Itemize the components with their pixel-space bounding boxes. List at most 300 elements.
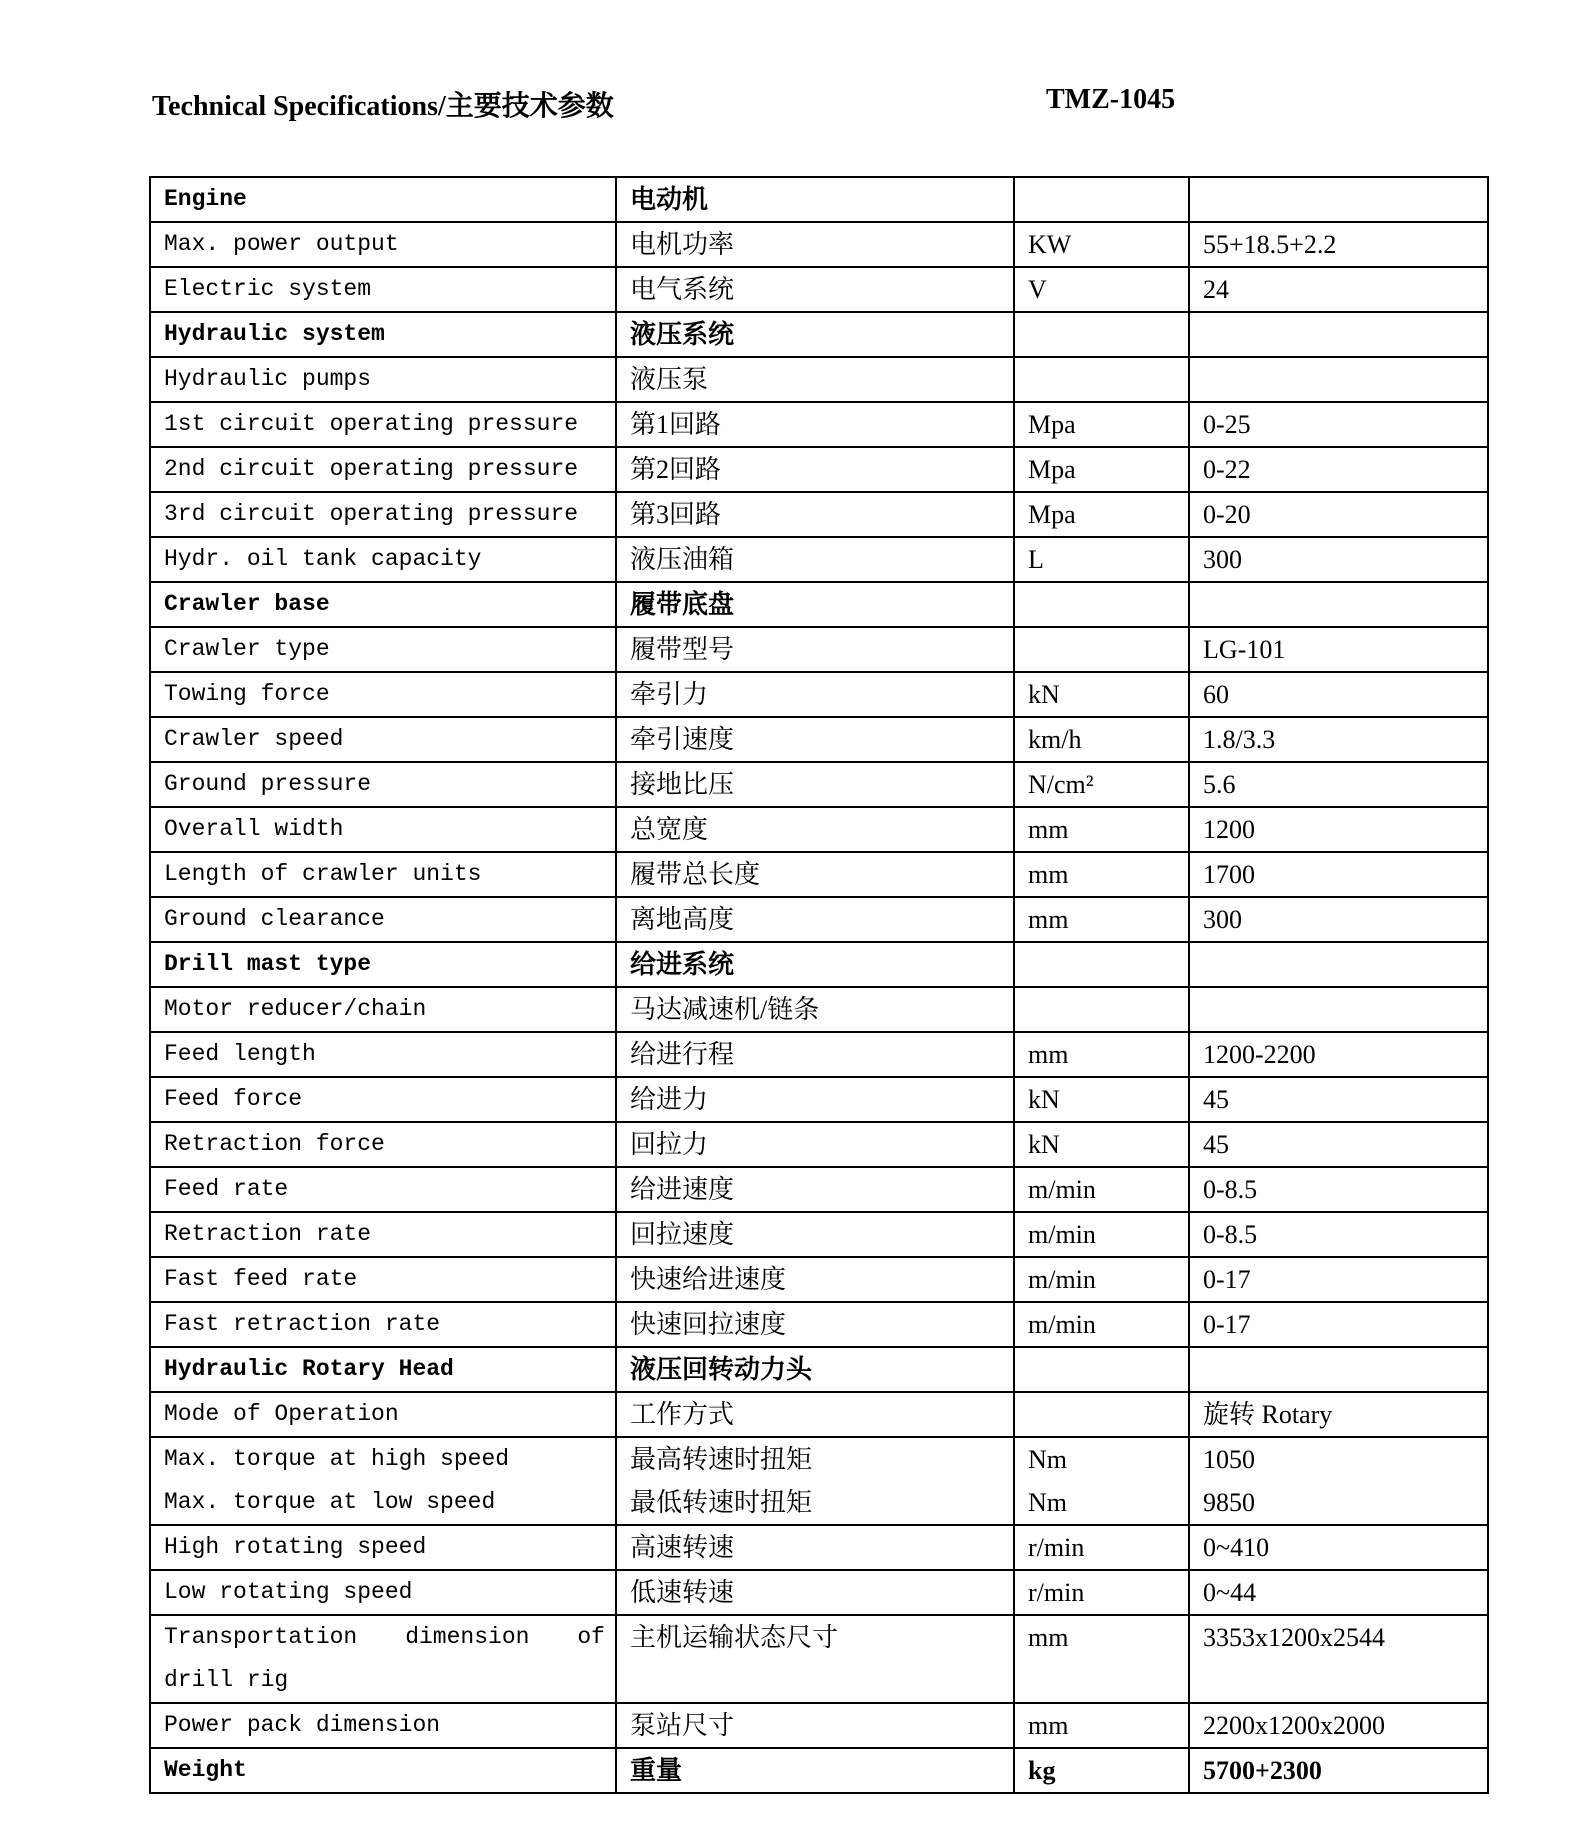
spec-cell-unit — [1014, 1257, 1189, 1302]
cell-text: 液压回转动力头 — [630, 1355, 813, 1384]
cell-text: r/min — [1028, 1578, 1085, 1607]
spec-cell-unit — [1014, 1525, 1189, 1570]
cell-text: 给进系统 — [630, 950, 735, 979]
spec-cell-en — [150, 1570, 616, 1615]
cell-text: mm — [1028, 1623, 1069, 1652]
cell-text: r/min — [1028, 1533, 1085, 1562]
spec-cell-en — [150, 1077, 616, 1122]
spec-cell-zh — [616, 1570, 1014, 1615]
cell-text: Feed rate — [164, 1176, 289, 1202]
table-row — [150, 222, 1488, 267]
cell-text: Hydr. oil tank capacity — [164, 546, 482, 572]
cell-text: 电机功率 — [630, 230, 735, 259]
cell-text: 0-17 — [1203, 1265, 1251, 1294]
cell-text: drill rig — [164, 1667, 289, 1693]
spec-cell-zh — [616, 492, 1014, 537]
cell-text: 0-22 — [1203, 455, 1251, 484]
table-row — [150, 1032, 1488, 1077]
table-row — [150, 1122, 1488, 1167]
cell-text: 液压系统 — [630, 320, 735, 349]
spec-cell-unit — [1014, 1077, 1189, 1122]
spec-cell-unit — [1014, 447, 1189, 492]
spec-cell-value — [1189, 357, 1488, 402]
cell-text: km/h — [1028, 725, 1082, 754]
spec-cell-value — [1189, 1570, 1488, 1615]
spec-table — [149, 176, 1489, 1794]
cell-text: Transportation dimension of — [164, 1624, 605, 1650]
cell-text: 45 — [1203, 1085, 1229, 1114]
spec-cell-en — [150, 807, 616, 852]
spec-cell-value — [1189, 492, 1488, 537]
spec-cell-en — [150, 402, 616, 447]
spec-cell-en — [150, 1212, 616, 1257]
spec-cell-value — [1189, 1347, 1488, 1392]
spec-cell-value — [1189, 1703, 1488, 1748]
cell-text: 最低转速时扭矩 — [630, 1488, 813, 1517]
spec-cell-en — [150, 672, 616, 717]
cell-text: Crawler base — [164, 591, 330, 617]
cell-text: 牵引力 — [630, 680, 709, 709]
cell-text: 液压泵 — [630, 365, 709, 394]
cell-text: 0~44 — [1203, 1578, 1257, 1607]
spec-cell-value — [1189, 312, 1488, 357]
spec-cell-en — [150, 852, 616, 897]
cell-text: 300 — [1203, 545, 1242, 574]
spec-cell-value — [1189, 267, 1488, 312]
spec-cell-en — [150, 267, 616, 312]
cell-text: 高速转速 — [630, 1533, 735, 1562]
spec-cell-unit — [1014, 537, 1189, 582]
spec-cell-en — [150, 897, 616, 942]
spec-cell-zh — [616, 1167, 1014, 1212]
spec-cell-zh — [616, 987, 1014, 1032]
cell-text: 0-8.5 — [1203, 1220, 1258, 1249]
spec-table-body — [150, 177, 1488, 1793]
cell-text: Max. power output — [164, 231, 399, 257]
cell-text: 离地高度 — [630, 905, 735, 934]
table-row — [150, 1525, 1488, 1570]
spec-cell-zh — [616, 897, 1014, 942]
spec-cell-zh — [616, 1077, 1014, 1122]
spec-cell-unit — [1014, 1437, 1189, 1525]
cell-text: kN — [1028, 680, 1060, 709]
cell-text: kg — [1028, 1756, 1056, 1785]
spec-cell-value — [1189, 537, 1488, 582]
cell-text: 给进力 — [630, 1085, 709, 1114]
cell-text: Fast feed rate — [164, 1266, 358, 1292]
spec-cell-unit — [1014, 1615, 1189, 1703]
spec-cell-value — [1189, 672, 1488, 717]
cell-text: Mpa — [1028, 500, 1076, 529]
cell-text: Engine — [164, 186, 247, 212]
spec-cell-zh — [616, 1257, 1014, 1302]
spec-cell-unit — [1014, 942, 1189, 987]
cell-text: Low rotating speed — [164, 1579, 413, 1605]
spec-cell-value — [1189, 762, 1488, 807]
spec-cell-unit — [1014, 492, 1189, 537]
table-row — [150, 582, 1488, 627]
spec-cell-value — [1189, 897, 1488, 942]
cell-text: 电气系统 — [630, 275, 735, 304]
spec-cell-value — [1189, 1748, 1488, 1793]
cell-text: Weight — [164, 1757, 247, 1783]
spec-cell-zh — [616, 1302, 1014, 1347]
cell-text: 马达减速机/链条 — [630, 995, 820, 1024]
spec-cell-en — [150, 1032, 616, 1077]
cell-text: Feed force — [164, 1086, 303, 1112]
cell-text: Max. torque at low speed — [164, 1489, 496, 1515]
spec-cell-en — [150, 222, 616, 267]
table-row — [150, 942, 1488, 987]
spec-cell-value — [1189, 402, 1488, 447]
spec-cell-unit — [1014, 1302, 1189, 1347]
cell-text: High rotating speed — [164, 1534, 427, 1560]
cell-text: 1200-2200 — [1203, 1040, 1316, 1069]
cell-text: 5.6 — [1203, 770, 1236, 799]
spec-cell-zh — [616, 1122, 1014, 1167]
table-row — [150, 177, 1488, 222]
spec-cell-en — [150, 717, 616, 762]
spec-cell-unit — [1014, 807, 1189, 852]
cell-text: 回拉力 — [630, 1130, 709, 1159]
spec-cell-en — [150, 1703, 616, 1748]
cell-text: 泵站尺寸 — [630, 1711, 735, 1740]
cell-text: 55+18.5+2.2 — [1203, 230, 1337, 259]
spec-cell-value — [1189, 177, 1488, 222]
cell-text: 重量 — [630, 1756, 683, 1785]
cell-text: V — [1028, 275, 1047, 304]
spec-cell-zh — [616, 1392, 1014, 1437]
cell-text: 5700+2300 — [1203, 1756, 1322, 1785]
spec-cell-value — [1189, 1167, 1488, 1212]
spec-cell-unit — [1014, 357, 1189, 402]
spec-cell-en — [150, 1122, 616, 1167]
cell-text: 给进速度 — [630, 1175, 735, 1204]
spec-cell-unit — [1014, 672, 1189, 717]
cell-text: Overall width — [164, 816, 344, 842]
spec-cell-zh — [616, 537, 1014, 582]
spec-cell-unit — [1014, 177, 1189, 222]
cell-text: Mpa — [1028, 410, 1076, 439]
spec-cell-zh — [616, 1615, 1014, 1703]
table-row — [150, 672, 1488, 717]
table-row — [150, 1212, 1488, 1257]
spec-cell-value — [1189, 1032, 1488, 1077]
table-row — [150, 807, 1488, 852]
spec-cell-zh — [616, 177, 1014, 222]
spec-cell-zh — [616, 447, 1014, 492]
cell-text: mm — [1028, 815, 1069, 844]
cell-text: Hydraulic Rotary Head — [164, 1356, 454, 1382]
spec-cell-en — [150, 312, 616, 357]
page-title: Technical Specifications/主要技术参数 — [152, 91, 614, 122]
spec-cell-zh — [616, 852, 1014, 897]
cell-text: 第1回路 — [630, 410, 722, 439]
cell-text: Fast retraction rate — [164, 1311, 441, 1337]
cell-text: 旋转 Rotary — [1203, 1400, 1333, 1429]
cell-text: 牵引速度 — [630, 725, 735, 754]
spec-cell-unit — [1014, 222, 1189, 267]
cell-text: m/min — [1028, 1310, 1096, 1339]
cell-text: Towing force — [164, 681, 330, 707]
cell-text: 300 — [1203, 905, 1242, 934]
model-number: TMZ-1045 — [1046, 84, 1176, 115]
spec-cell-en — [150, 357, 616, 402]
spec-cell-en — [150, 762, 616, 807]
table-row — [150, 1437, 1488, 1525]
cell-text: m/min — [1028, 1175, 1096, 1204]
cell-text: 0-20 — [1203, 500, 1251, 529]
spec-cell-unit — [1014, 312, 1189, 357]
cell-text: 1.8/3.3 — [1203, 725, 1276, 754]
table-row — [150, 852, 1488, 897]
cell-text: Hydraulic system — [164, 321, 385, 347]
cell-text: 电动机 — [630, 185, 709, 214]
cell-text: mm — [1028, 1040, 1069, 1069]
spec-cell-zh — [616, 1437, 1014, 1525]
spec-cell-value — [1189, 1392, 1488, 1437]
spec-cell-value — [1189, 1212, 1488, 1257]
spec-cell-value — [1189, 807, 1488, 852]
table-row — [150, 537, 1488, 582]
cell-text: 1700 — [1203, 860, 1255, 889]
table-row — [150, 1077, 1488, 1122]
spec-cell-zh — [616, 672, 1014, 717]
cell-text: Electric system — [164, 276, 372, 302]
cell-text: 0-8.5 — [1203, 1175, 1258, 1204]
spec-cell-unit — [1014, 582, 1189, 627]
table-row — [150, 1570, 1488, 1615]
spec-cell-zh — [616, 402, 1014, 447]
cell-text: 24 — [1203, 275, 1229, 304]
cell-text: KW — [1028, 230, 1072, 259]
cell-text: 1050 — [1203, 1445, 1255, 1474]
spec-cell-value — [1189, 1615, 1488, 1703]
spec-cell-value — [1189, 627, 1488, 672]
cell-text: 60 — [1203, 680, 1229, 709]
cell-text: 2nd circuit operating pressure — [164, 456, 579, 482]
cell-text: N/cm² — [1028, 770, 1094, 799]
spec-cell-zh — [616, 762, 1014, 807]
cell-text: Retraction rate — [164, 1221, 372, 1247]
spec-cell-unit — [1014, 1167, 1189, 1212]
spec-cell-unit — [1014, 402, 1189, 447]
spec-cell-en — [150, 1257, 616, 1302]
cell-text: Ground pressure — [164, 771, 372, 797]
spec-cell-unit — [1014, 627, 1189, 672]
table-row — [150, 1703, 1488, 1748]
cell-text: L — [1028, 545, 1044, 574]
cell-text: 1200 — [1203, 815, 1255, 844]
spec-cell-en — [150, 1615, 616, 1703]
spec-cell-value — [1189, 1302, 1488, 1347]
table-row — [150, 402, 1488, 447]
cell-text: 0~410 — [1203, 1533, 1270, 1562]
spec-cell-unit — [1014, 762, 1189, 807]
spec-cell-zh — [616, 627, 1014, 672]
spec-cell-zh — [616, 1525, 1014, 1570]
cell-text: mm — [1028, 905, 1069, 934]
table-row — [150, 627, 1488, 672]
cell-text: 第3回路 — [630, 500, 722, 529]
cell-text: 主机运输状态尺寸 — [630, 1623, 839, 1652]
spec-cell-zh — [616, 1032, 1014, 1077]
cell-text: m/min — [1028, 1220, 1096, 1249]
spec-cell-value — [1189, 1257, 1488, 1302]
table-row — [150, 1748, 1488, 1793]
cell-text: 快速给进速度 — [630, 1265, 787, 1294]
spec-cell-value — [1189, 582, 1488, 627]
spec-cell-zh — [616, 1347, 1014, 1392]
spec-cell-en — [150, 1347, 616, 1392]
cell-text: 0-25 — [1203, 410, 1251, 439]
spec-cell-en — [150, 1525, 616, 1570]
spec-cell-en — [150, 177, 616, 222]
cell-text: Power pack dimension — [164, 1712, 441, 1738]
spec-cell-zh — [616, 312, 1014, 357]
spec-cell-value — [1189, 1122, 1488, 1167]
cell-text: Drill mast type — [164, 951, 372, 977]
cell-text: Max. torque at high speed — [164, 1446, 510, 1472]
cell-text: 9850 — [1203, 1488, 1255, 1517]
cell-text: 第2回路 — [630, 455, 722, 484]
spec-cell-zh — [616, 942, 1014, 987]
spec-cell-unit — [1014, 1703, 1189, 1748]
spec-cell-en — [150, 582, 616, 627]
spec-cell-unit — [1014, 1212, 1189, 1257]
spec-cell-unit — [1014, 1122, 1189, 1167]
table-row — [150, 312, 1488, 357]
spec-cell-en — [150, 492, 616, 537]
spec-cell-en — [150, 1437, 616, 1525]
spec-cell-value — [1189, 852, 1488, 897]
cell-text: 工作方式 — [630, 1400, 735, 1429]
table-row — [150, 1302, 1488, 1347]
cell-text: Hydraulic pumps — [164, 366, 372, 392]
cell-text: 低速转速 — [630, 1578, 735, 1607]
spec-cell-unit — [1014, 717, 1189, 762]
table-row — [150, 762, 1488, 807]
spec-cell-zh — [616, 717, 1014, 762]
spec-cell-unit — [1014, 1392, 1189, 1437]
spec-cell-unit — [1014, 897, 1189, 942]
cell-text: mm — [1028, 1711, 1069, 1740]
spec-cell-zh — [616, 807, 1014, 852]
spec-cell-unit — [1014, 1032, 1189, 1077]
cell-text: mm — [1028, 860, 1069, 889]
spec-cell-en — [150, 1392, 616, 1437]
cell-text: Retraction force — [164, 1131, 385, 1157]
spec-cell-unit — [1014, 267, 1189, 312]
table-row — [150, 1615, 1488, 1703]
spec-cell-en — [150, 447, 616, 492]
spec-cell-value — [1189, 1437, 1488, 1525]
spec-cell-unit — [1014, 1570, 1189, 1615]
cell-text: Length of crawler units — [164, 861, 482, 887]
spec-cell-en — [150, 942, 616, 987]
spec-cell-value — [1189, 717, 1488, 762]
spec-cell-value — [1189, 447, 1488, 492]
spec-cell-unit — [1014, 1748, 1189, 1793]
spec-cell-zh — [616, 267, 1014, 312]
table-row — [150, 897, 1488, 942]
table-row — [150, 1347, 1488, 1392]
spec-cell-zh — [616, 1212, 1014, 1257]
spec-cell-value — [1189, 1077, 1488, 1122]
table-row — [150, 267, 1488, 312]
cell-text: 快速回拉速度 — [630, 1310, 787, 1339]
table-row — [150, 357, 1488, 402]
table-row — [150, 1257, 1488, 1302]
cell-text: 总宽度 — [630, 815, 709, 844]
spec-cell-value — [1189, 1525, 1488, 1570]
cell-text: 2200x1200x2000 — [1203, 1711, 1385, 1740]
document-header — [152, 84, 1487, 124]
table-row — [150, 447, 1488, 492]
spec-cell-zh — [616, 1748, 1014, 1793]
cell-text: 45 — [1203, 1130, 1229, 1159]
spec-cell-zh — [616, 357, 1014, 402]
cell-text: LG-101 — [1203, 635, 1286, 664]
spec-cell-value — [1189, 942, 1488, 987]
cell-text: 1st circuit operating pressure — [164, 411, 579, 437]
spec-cell-zh — [616, 222, 1014, 267]
cell-text: Feed length — [164, 1041, 316, 1067]
spec-cell-en — [150, 627, 616, 672]
cell-text: 履带底盘 — [630, 590, 735, 619]
cell-text: Mode of Operation — [164, 1401, 399, 1427]
table-row — [150, 1392, 1488, 1437]
cell-text: 接地比压 — [630, 770, 735, 799]
spec-cell-value — [1189, 222, 1488, 267]
cell-text: 液压油箱 — [630, 545, 735, 574]
cell-text: kN — [1028, 1130, 1060, 1159]
cell-text: 最高转速时扭矩 — [630, 1445, 813, 1474]
cell-text: Crawler speed — [164, 726, 344, 752]
table-row — [150, 1167, 1488, 1212]
spec-cell-value — [1189, 987, 1488, 1032]
cell-text: Motor reducer/chain — [164, 996, 427, 1022]
cell-text: 3rd circuit operating pressure — [164, 501, 579, 527]
spec-cell-zh — [616, 582, 1014, 627]
cell-text: Crawler type — [164, 636, 330, 662]
cell-text: 0-17 — [1203, 1310, 1251, 1339]
cell-text: 回拉速度 — [630, 1220, 735, 1249]
table-row — [150, 492, 1488, 537]
cell-text: kN — [1028, 1085, 1060, 1114]
cell-text: Nm — [1028, 1488, 1067, 1517]
spec-cell-unit — [1014, 852, 1189, 897]
cell-text: 履带型号 — [630, 635, 735, 664]
spec-cell-zh — [616, 1703, 1014, 1748]
spec-cell-unit — [1014, 987, 1189, 1032]
cell-text: 履带总长度 — [630, 860, 761, 889]
cell-text: Nm — [1028, 1445, 1067, 1474]
cell-text: m/min — [1028, 1265, 1096, 1294]
table-row — [150, 987, 1488, 1032]
spec-cell-en — [150, 1302, 616, 1347]
spec-cell-en — [150, 537, 616, 582]
spec-cell-en — [150, 1167, 616, 1212]
spec-cell-en — [150, 1748, 616, 1793]
spec-cell-unit — [1014, 1347, 1189, 1392]
table-row — [150, 717, 1488, 762]
cell-text: 3353x1200x2544 — [1203, 1623, 1385, 1652]
cell-text: Ground clearance — [164, 906, 385, 932]
cell-text: Mpa — [1028, 455, 1076, 484]
cell-text: 给进行程 — [630, 1040, 735, 1069]
spec-cell-en — [150, 987, 616, 1032]
